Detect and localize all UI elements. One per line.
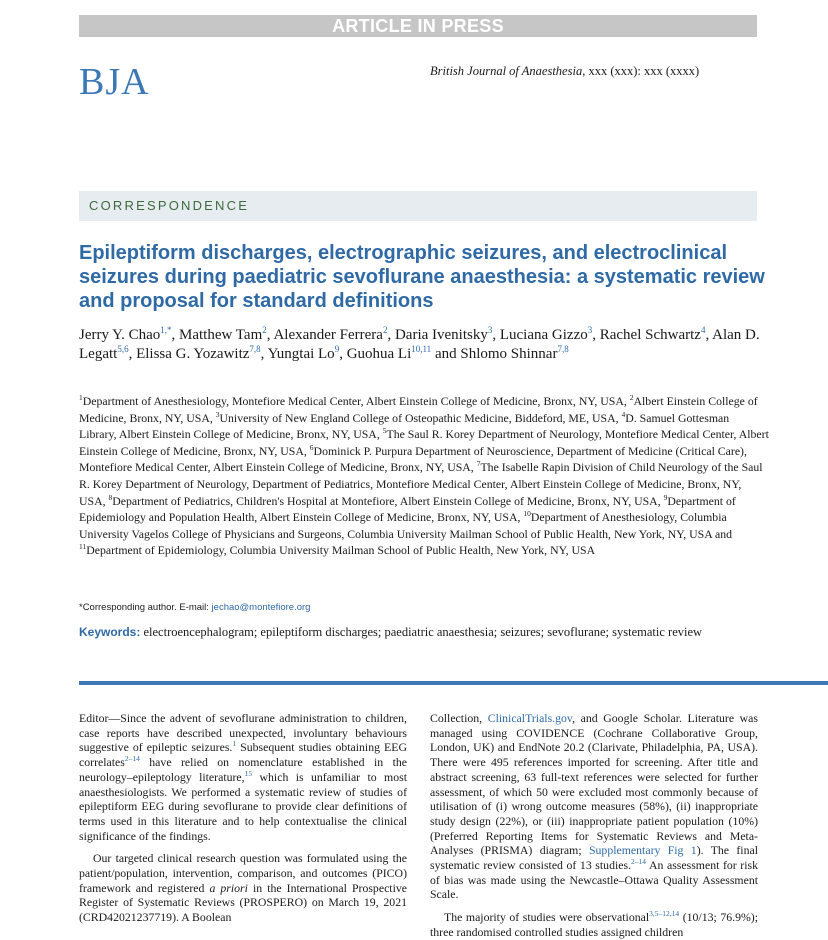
affiliation-text: Dominick P. Purpura Department of Neuroscience, Department of Medicine (Critical Care), Montefiore Medical Center, Albert Einstein College of Medicine, Bronx, NY, USA,: [79, 443, 747, 475]
author-affiliation-link[interactable]: 7,8: [557, 344, 569, 354]
authors-conjunction: and: [434, 346, 457, 362]
keywords-label: Keywords:: [79, 625, 141, 639]
paragraph: [79, 851, 407, 925]
affiliation-text: D. Samuel Gottesman Library, Albert Einstein College of Medicine, Bronx, NY, USA,: [79, 410, 730, 442]
article-in-press-banner: ARTICLE IN PRESS: [79, 15, 757, 37]
supplementary-fig-link[interactable]: Supplementary Fig 1: [588, 843, 697, 858]
section-label: CORRESPONDENCE: [89, 198, 250, 213]
keywords-text: electroencephalogram; epileptiform discharges; paediatric anaesthesia; seizures; sevoflurane; systematic review: [140, 625, 703, 639]
text-run: Editor—Since the advent of sevoflurane administration to children, case reports have described unexpected, involuntary behaviours suggestive of epileptic seizures.: [79, 711, 407, 755]
text-run: Our targeted clinical research question was formulated using the patient/population, intervention, comparison, and outcomes (PICO) framework and registered: [79, 851, 407, 895]
text-run-italic: a priori: [209, 880, 248, 895]
affiliation-number: 7: [476, 459, 481, 469]
paragraph: [79, 711, 407, 843]
author-name: Elissa G. Yozawitz: [136, 346, 250, 362]
affiliation-text: Department of Epidemiology, Columbia University Mailman School of Public Health, New York, NY, USA: [86, 543, 596, 558]
affiliation-number: 8: [108, 492, 113, 502]
paragraph: [430, 910, 758, 939]
text-run: Subsequent studies obtaining EEG correlates: [79, 740, 407, 770]
section-header: [79, 191, 757, 221]
affiliation-number: 5: [382, 426, 387, 436]
author-affiliation-link[interactable]: 7,8: [249, 344, 261, 354]
section-divider: [79, 681, 828, 685]
text-run: in the International Prospective Register of Systematic Reviews (PROSPERO) on March 19, 2021 (CRD42021237719). A Boolean: [79, 880, 407, 925]
article-title: Epileptiform discharges, electrographic seizures, and electroclinical seizures during paediatric sevoflurane anaesthesia: a systematic review and proposal for standard definitions: [79, 242, 765, 312]
author-name: Rachel Schwartz: [599, 327, 701, 343]
author-affiliation-link[interactable]: 1,*: [160, 325, 172, 335]
affiliation-number: 1: [79, 393, 83, 403]
affiliation-text: Department of Anesthesiology, Montefiore Medical Center, Albert Einstein College of Medicine, Bronx, NY, USA,: [82, 394, 630, 408]
author-affiliation-link[interactable]: 9: [334, 344, 340, 354]
citation-link[interactable]: 3,5–12,14: [649, 909, 680, 919]
author-affiliation-link[interactable]: 10,11: [411, 344, 432, 354]
text-run: , and Google Scholar. Literature was managed using COVIDENCE (Cochrane Collaborative Group, London, UK) and EndNote 20.2 (Clarivate, Philadelphia, PA, USA). There were 495 references imported for screening. After title and abstract screening, 63 full-text references were selected for further assessment, of which 50 were excluded most commonly because of utilisation of (i) wrong outcome measures (58%), (ii) inappropriate study design (22%), or (iii) inappropriate patient population (10%) (Preferred Reporting Items for Systematic Reviews and Meta-Analyses (PRISMA) diagram;: [430, 711, 759, 858]
author-affiliation-link[interactable]: 2: [382, 325, 388, 335]
author-list: Jerry Y. Chao$^{1,*}$, Matthew Tam$^2$, Alexander Ferrera$^2$, Daria Ivenitsky$^3$, Luciana Gizzo$^3$, Rachel Schwartz$^4$, Alan D. Legatt$^{5,6}$, Elissa G. Yozawitz$^{7,8}$, Yungtai Lo$^9$, Guohua Li$^{10,11}$ and Shlomo Shinnar$^{7,8}$: [79, 325, 760, 362]
paragraph: [430, 711, 758, 902]
citation-link[interactable]: 15: [244, 768, 253, 778]
citation-link[interactable]: 1: [232, 739, 237, 749]
affiliation-text: Albert Einstein College of Medicine, Bronx, NY, USA,: [79, 394, 758, 425]
text-run: Collection,: [430, 711, 488, 725]
author-name: Matthew Tam: [179, 327, 263, 343]
affiliation-text: The Isabelle Rapin Division of Child Neurology of the Saul R. Korey Department of Neurology, Department of Pediatrics, Montefiore Medical Center, Albert Einstein College of Medicine, Bronx, NY, USA,: [79, 460, 763, 508]
text-run: (10/13; 76.9%); three randomised controlled studies assigned children: [430, 910, 758, 939]
text-run: which is unfamiliar to most anaesthesiologists. We performed a systematic review of studies of epileptiform EEG during sevoflurane to provide clear definitions of terms used in this literature and to help contextualise the clinical significance of the findings.: [79, 769, 407, 843]
corresponding-label: *Corresponding author. E-mail:: [79, 602, 212, 613]
author-name: Luciana Gizzo: [499, 327, 588, 343]
affiliations: [79, 393, 769, 559]
author-name: Jerry Y. Chao: [79, 327, 161, 343]
author-name: Guohua Li: [346, 346, 412, 362]
text-run: The majority of studies were observational: [444, 910, 650, 925]
affiliation-text: Department of Epidemiology and Population Health, Albert Einstein College of Medicine, Bronx, NY, USA,: [79, 493, 736, 525]
affiliation-number: 10: [523, 509, 531, 519]
affiliation-text: Department of Pediatrics, Children's Hospital at Montefiore, Albert Einstein College of Medicine, Bronx, NY, USA,: [112, 493, 664, 508]
author-name: Daria Ivenitsky: [394, 327, 488, 343]
citation-link[interactable]: 2–14: [124, 754, 140, 764]
text-run: have relied on nomenclature established in the neurology–epileptology literature,: [79, 755, 407, 784]
corresponding-email-link[interactable]: jechao@montefiore.org: [211, 602, 311, 613]
author-name: Shlomo Shinnar: [460, 346, 558, 362]
affiliation-number: 2: [629, 393, 634, 403]
author-affiliation-link[interactable]: 5,6: [117, 344, 129, 354]
author-name: Alan D. Legatt: [79, 327, 760, 362]
affiliation-text: Department of Anesthesiology, Columbia University Vagelos College of Physicians and Surgeons, Columbia University Mailman School of Public Health, New York, NY, USA and: [79, 510, 733, 541]
clinicaltrials-link[interactable]: ClinicalTrials.gov: [487, 711, 573, 725]
citation-link[interactable]: 2–14: [631, 857, 647, 867]
affiliation-number: 3: [215, 409, 220, 419]
journal-issue: , xxx (xxx): xxx (xxxx): [582, 64, 700, 78]
author-name: Alexander Ferrera: [273, 327, 383, 343]
text-run: An assessment for risk of bias was made using the Newcastle–Ottawa Quality Assessment Scale.: [430, 858, 758, 902]
journal-name: British Journal of Anaesthesia: [430, 64, 583, 78]
journal-logo: BJA: [79, 61, 150, 103]
affiliation-number: 11: [79, 542, 87, 552]
text-run: ). The final systematic review consisted of 13 studies.: [430, 843, 758, 873]
journal-citation: [430, 64, 699, 79]
author-name: Yungtai Lo: [267, 346, 335, 362]
affiliation-text: The Saul R. Korey Department of Neurology, Montefiore Medical Center, Albert Einstein College of Medicine, Bronx, NY, USA,: [79, 427, 769, 458]
affiliation-number: 9: [663, 492, 668, 502]
body-right-column: [430, 711, 758, 940]
author-affiliation-link[interactable]: 4: [700, 325, 706, 335]
affiliation-number: 4: [621, 409, 626, 419]
author-affiliation-link[interactable]: 3: [587, 325, 593, 335]
corresponding-author: [79, 602, 769, 613]
affiliation-number: 6: [309, 442, 314, 452]
author-affiliation-link[interactable]: 3: [487, 325, 493, 335]
affiliation-text: University of New England College of Osteopathic Medicine, Biddeford, ME, USA,: [219, 410, 622, 425]
author-affiliation-link[interactable]: 2: [262, 325, 267, 335]
keywords: [79, 625, 760, 640]
body-left-column: [79, 711, 407, 925]
